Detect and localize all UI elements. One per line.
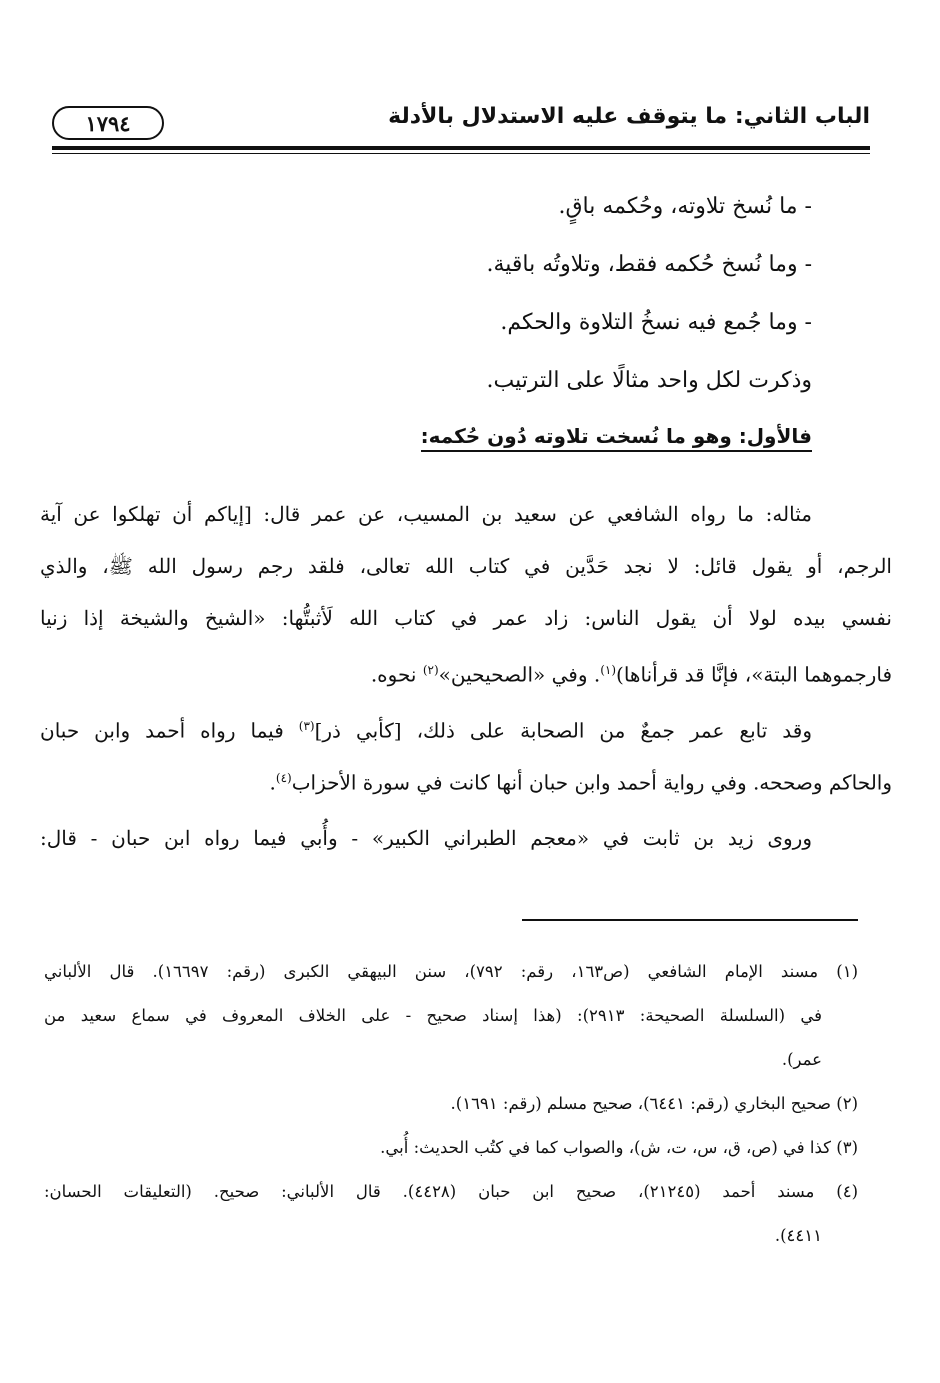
footnote-ref: (٢)	[422, 663, 439, 677]
paragraph-3	[40, 812, 812, 864]
paragraph-line	[40, 700, 812, 752]
footnote-ref: (١)	[600, 663, 617, 677]
footnote-line: عمر).	[781, 1050, 822, 1069]
page-number: ١٧٩٤	[85, 111, 131, 136]
paragraph-line: الرجم، أو يقول قائل: لا نجد حَدَّين في كتاب الله تعالى، فلقد رجم رسول الله ﷺ، والذي	[40, 554, 892, 578]
paragraph-text: فارجموهما البتة»، فإنَّا قد قرأناها)	[616, 662, 892, 687]
paragraph-line	[40, 752, 892, 804]
list-item: - وما جُمع فيه نسخُ التلاوة والحكم.	[500, 310, 812, 335]
paragraph-line: نفسي بيده لولا أن يقول الناس: زاد عمر في كتاب الله لَأثبتُّها: «الشيخ والشيخة إذا زنيا	[40, 606, 892, 630]
chapter-title: الباب الثاني: ما يتوقف عليه الاستدلال بالأدلة	[388, 104, 870, 129]
footnote-ref: (٣)	[298, 719, 315, 733]
paragraph-text: فيما رواه أحمد وابن حبان	[40, 718, 299, 743]
paragraph-text: والحاكم وصححه. وفي رواية أحمد وابن حبان أنها كانت في سورة الأحزاب	[291, 770, 892, 795]
paragraph-line	[40, 644, 892, 696]
paragraph-text: نحوه.	[370, 662, 423, 687]
paragraph-text: وقد تابع عمر جمعٌ من الصحابة على ذلك، [كأبي ذر]	[314, 718, 813, 743]
footnotes	[44, 950, 858, 1258]
list-item: - وما نُسخ حُكمه فقط، وتلاوتُه باقية.	[486, 252, 812, 277]
paragraph-line: وروى زيد بن ثابت في «معجم الطبراني الكبير» - وأُبي فيما رواه ابن حبان - قال:	[40, 826, 812, 850]
paragraph-2	[40, 700, 892, 804]
footnote-separator	[522, 919, 858, 921]
page-header	[52, 98, 870, 150]
footnote-ref: (٤)	[275, 771, 292, 785]
paragraph-text: .	[269, 770, 276, 795]
footnote-line: ٤٤١١).	[774, 1226, 822, 1245]
paragraph-text: . وفي «الصحيحين»	[438, 662, 601, 687]
bullet-list	[82, 178, 812, 410]
footnote-line: (٢) صحيح البخاري (رقم: ٦٤٤١)، صحيح مسلم (رقم: ١٦٩١).	[450, 1094, 858, 1113]
paragraph-1	[40, 488, 892, 696]
footnote-line: (٤) مسند أحمد (٢١٢٤٥)، صحيح ابن حبان (٤٤٢٨). قال الألباني: صحيح. (التعليقات الحسان:	[44, 1182, 859, 1201]
footnote-line: (٣) كذا في (ص، ق، س، ت، ش)، والصواب كما في كتُب الحديث: أُبي.	[380, 1138, 858, 1157]
footnote-line: في (السلسلة الصحيحة: ٢٩١٣): (هذا إسناد صحيح - على الخلاف المعروف في سماع سعيد من	[44, 1006, 822, 1025]
page-number-badge	[52, 106, 164, 140]
list-item: - ما نُسخ تلاوته، وحُكمه باقٍ.	[558, 194, 812, 219]
section-heading: فالأول: وهو ما نُسخت تلاوته دُون حُكمه:	[421, 424, 812, 452]
header-rule	[52, 146, 870, 150]
footnote-line: (١) مسند الإمام الشافعي (ص١٦٣، رقم: ٧٩٢)، سنن البيهقي الكبرى (رقم: ١٦٦٩٧). قال الألباني	[44, 962, 858, 981]
paragraph-line: مثاله: ما رواه الشافعي عن سعيد بن المسيب، عن عمر قال: [إياكم أن تهلكوا عن آية	[40, 502, 812, 526]
list-item: وذكرت لكل واحد مثالًا على الترتيب.	[486, 368, 812, 393]
header-rule-thin	[52, 153, 870, 154]
